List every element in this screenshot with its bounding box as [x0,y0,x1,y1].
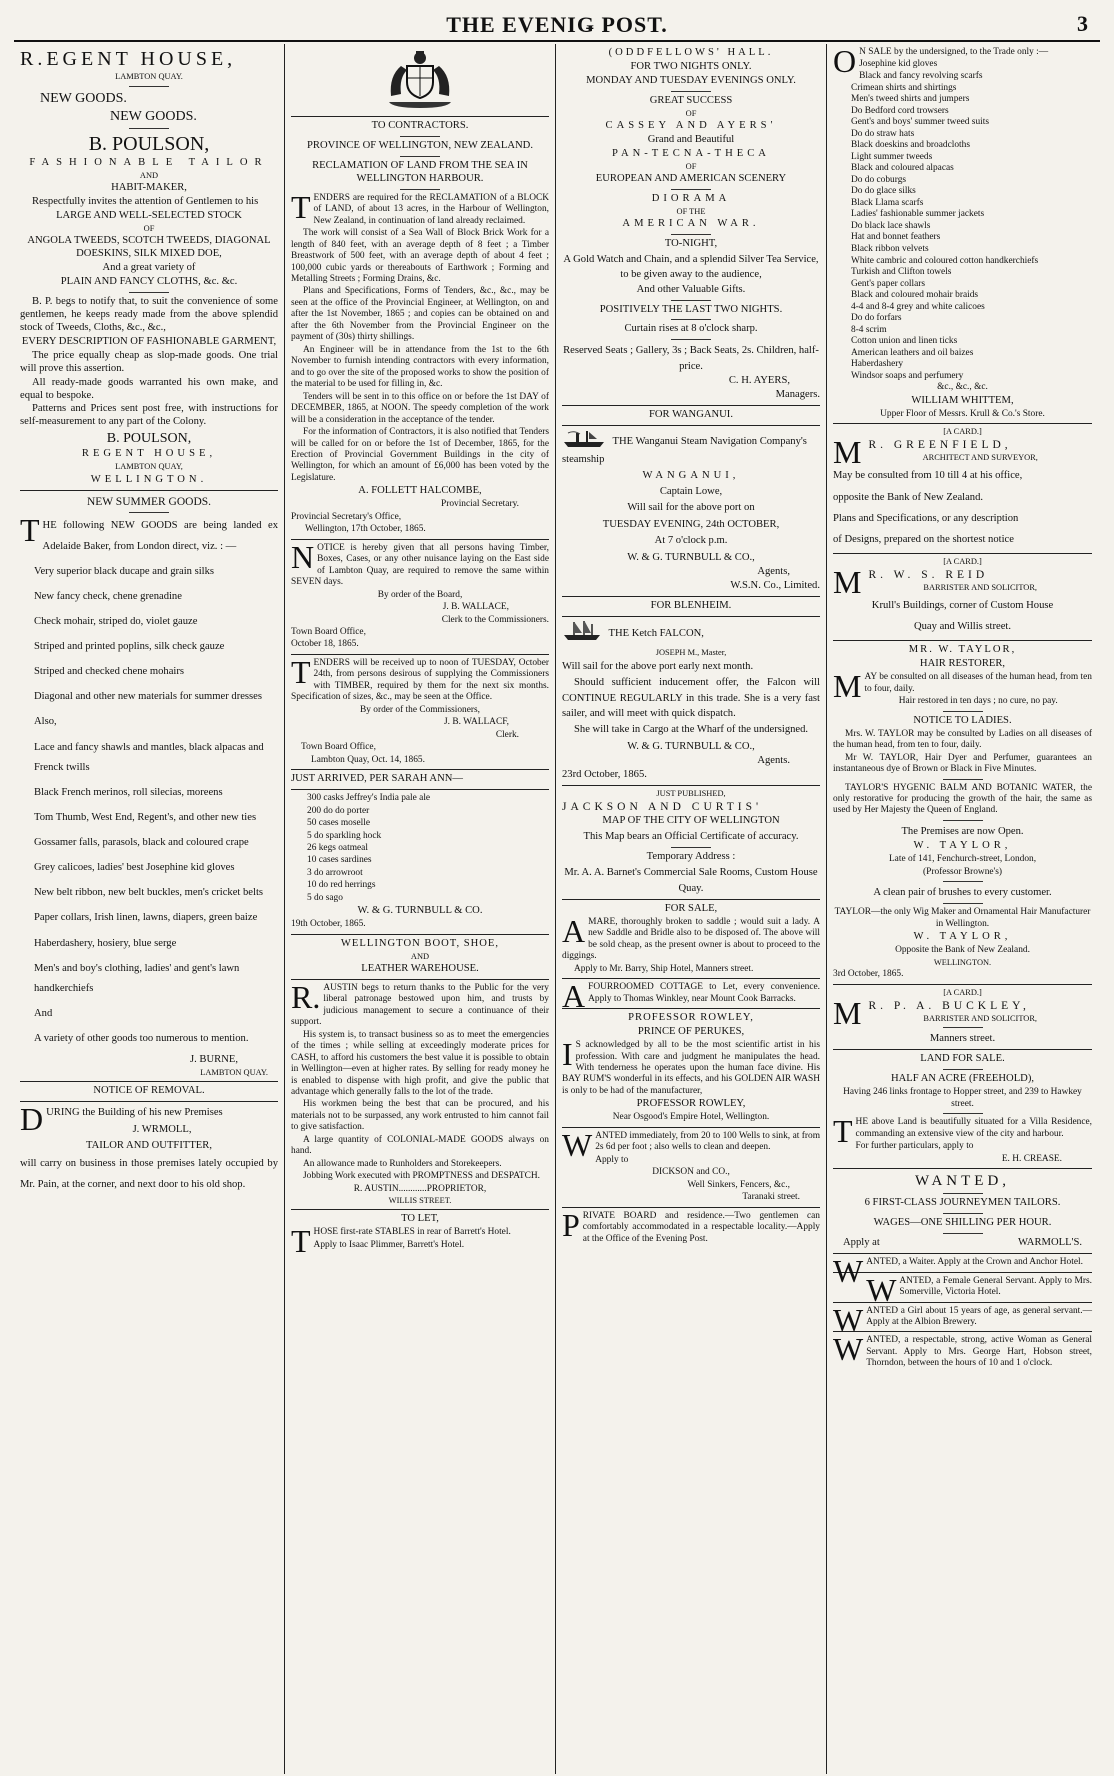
girl-wanted-ad [833,1301,1092,1338]
ad-line: [A CARD.] [943,556,982,566]
ad-line: PAN-TECNA-THECA [612,147,770,159]
ad-text: TAYLOR—the only Wig Maker and Ornamental Hair Manufacturer in Wellington. [834,907,1091,929]
cottage-to-let-ad [562,978,820,1015]
buckley-card [833,988,1092,1047]
ad-line: Taranaki street. [742,1192,800,1203]
ad-title: JACKSON AND CURTIS' [562,801,763,814]
ad-text: R.AUSTIN begs to return thanks to the Public for the very liberal patronage bestowed upon him, and trusts by judicious management to secure a continuance of their support. [291,978,549,1028]
ad-address: LAMBTON QUAY. [200,1068,268,1078]
ad-line: HABIT-MAKER, [111,182,187,194]
ad-line: Agents. [757,754,790,766]
timber-tender-notice [291,653,549,766]
ad-line: FASHIONABLE TAILOR [29,157,269,169]
list-item: Very superior black ducape and grain silks [34,565,215,577]
ad-line: FOR TWO NIGHTS ONLY. [630,60,752,72]
ad-text: of Designs, prepared on the shortest notice [833,533,1014,545]
column-1 [14,44,285,1774]
list-item: Light summer tweeds [851,151,933,162]
list-item: Gent's and boys' summer tweed suits [851,117,989,128]
ad-line: BARRISTER AND SOLICITOR, [923,1013,1038,1023]
ad-line: Agents, [757,565,790,577]
ad-name: W. TAYLOR, [913,840,1012,852]
wells-wanted-ad [562,1126,820,1204]
ad-line: Opposite the Bank of New Zealand. [895,945,1030,956]
list-item: 5 do sparkling hock [307,830,382,841]
ad-line: TO-NIGHT, [664,237,718,249]
column-3 [556,44,827,1774]
ad-text: THE Wanganui Steam Navigation Company's steamship [562,435,807,465]
list-item: Josephine kid gloves [859,59,938,70]
ad-text: This Map bears an Official Certificate of accuracy. [583,830,799,842]
tailors-wanted-ad [833,1172,1092,1250]
ad-line: HALF AN ACRE (FREEHOLD), [890,1073,1035,1085]
ad-text: TENDERS are required for the RECLAMATION of a BLOCK of LAND, of about 13 acres, in the Harbour of Wellington, New Zealand, in continuation of land already reclaimed. [291,188,549,226]
ad-name: B. POULSON, [88,132,210,155]
ad-text: All ready-made goods warranted his own make, and equal to bespoke. [20,376,278,401]
list-item: 10 cases sardines [307,855,372,866]
ad-line: WELLINGTON. [90,473,208,485]
ad-text: WANTED, a Female General Servant. Apply to Mrs. Somerville, Victoria Hotel. [866,1271,1092,1308]
list-item: Gossamer falls, parasols, black and coloured crape [34,837,249,849]
ad-title: TO LET, [401,1213,439,1225]
ad-line: Grand and Beautiful [647,133,735,145]
ad-text: will carry on business in those premises lately occupied by Mr. Pain, at the corner, and next door to his old shop. [20,1158,278,1190]
ad-line: A clean pair of brushes to every customer. [873,887,1052,899]
list-item: 10 do red herrings [307,880,376,891]
ad-line: DIORAMA [651,192,731,204]
ad-text: Mr W. TAYLOR, Hair Dyer and Perfumer, guarantees an instantaneous dye of Brown or Black in Five Minutes. [833,752,1092,775]
ad-text: THOSE first-rate STABLES in rear of Barrett's Hotel. [291,1223,511,1260]
blenheim-ketch-ad [562,600,820,782]
ad-title: (ODDFELLOWS' HALL. [608,47,774,58]
ad-line: CASSEY AND AYERS' [605,119,777,131]
goods-list [20,562,278,1050]
ad-line: OF THE [676,206,706,216]
column-4 [827,44,1098,1774]
list-item: Turkish and Clifton towels [851,267,952,278]
list-item: Men's tweed shirts and jumpers [851,94,970,105]
ad-text: A large quantity of COLONIAL-MADE GOODS always on hand. [291,1134,549,1157]
ad-line: WAGES—ONE SHILLING PER HOUR. [873,1217,1052,1229]
ad-text: THE above Land is beautifully situated for a Villa Residence, commanding an extensive view of the city and harbour. [833,1113,1092,1150]
list-item: Grey calicoes, ladies' best Josephine kid gloves [34,862,235,874]
list-item: Black and coloured alpacas [851,163,954,174]
ad-title: WANTED, [914,1173,1011,1190]
ad-line: Lambton Quay, Oct. 14, 1865. [311,754,425,765]
ad-title: FOR WANGANUI. [649,408,733,420]
regent-house-ad [20,47,278,486]
ad-line: REGENT HOUSE, [81,448,217,460]
ad-line: ANGOLA TWEEDS, SCOTCH TWEEDS, DIAGONAL DOESKINS, SILK MIXED DOE, [27,235,271,260]
list-item: 4-4 and 8-4 grey and white calicoes [851,301,985,312]
ad-line: RECLAMATION OF LAND FROM THE SEA IN WELLINGTON HARBOUR. [312,159,528,184]
ad-text: Hair restored in ten days ; no cure, no pay. [898,696,1058,707]
ad-text: WANTED a Girl about 15 years of age, as general servant.—Apply at the Albion Brewery. [833,1301,1092,1338]
ad-text: For the information of Contractors, it is also notified that Tenders will be called for on or before the 1st of December, 1865, for the Erection of Provincial Government Buildings in the city of Wellington, for which an amount of £6,000 has been voted by the Legislature. [291,427,549,483]
ad-line: [A CARD.] [943,427,982,437]
sailing-ship-icon [562,620,602,647]
list-item: A variety of other goods too numerous to mention. [34,1033,249,1045]
ad-title: LAND FOR SALE. [920,1053,1005,1065]
list-item: Haberdashery [851,359,904,370]
ad-line: Well Sinkers, Fencers, &c., [687,1179,790,1190]
ad-text: A Gold Watch and Chain, and a splendid Silver Tea Service, to be given away to the audience, [563,253,819,281]
masthead [14,6,1100,42]
ad-text: Respectfully invites the attention of Gentlemen to his [32,196,259,208]
ad-text: The work will consist of a Sea Wall of Block Brick Work for a length of 840 feet, with an average depth of 8 feet ; a Timber Breastwork of 500 feet, with an average depth of about 4 feet ; 100,000 cubic yards or thereabouts of Earthwork ; Forming and Metalling Streets ; Forming Drains, &c. [291,228,549,284]
ad-line: ARCHITECT AND SURVEYOR, [922,453,1038,463]
ad-line: 19th October, 1865. [291,919,366,930]
list-item: 8-4 scrim [851,324,887,335]
ad-text: Quay and Willis street. [913,621,1012,633]
ad-text: WANTED immediately, from 20 to 100 Wells to sink, at from 2s 6d per foot ; also wells to clean and deepen. [562,1126,820,1163]
ad-title: R.EGENT HOUSE, [20,48,237,70]
list-item: Diagonal and other new materials for summer dresses [34,691,262,703]
ad-text: AFOURROOMED COTTAGE to Let, every convenience. Apply to Thomas Winkley, near Mount Cook Barracks. [562,978,820,1015]
list-item: 26 kegs oatmeal [307,842,368,853]
arrived-list [291,793,549,904]
taylor-hair-ad [833,644,1092,980]
ad-line: Will sail for the above port early next month. [562,660,754,672]
steamship-icon [562,429,606,454]
summer-goods-ad [20,495,278,1078]
ad-line: By order of the Commissioners, [359,704,481,715]
ad-name: C. H. AYERS, [728,375,790,387]
ad-line: Manners street. [929,1033,996,1045]
ad-name: WARMOLL'S. [1017,1237,1082,1249]
woman-wanted-ad [833,1331,1092,1369]
ad-text: Mr. A. A. Barnet's Commercial Sale Rooms, Custom House Quay. [564,867,818,894]
ad-name: W. & G. TURNBULL & CO., [627,740,755,752]
ad-line: OF [685,161,697,171]
ad-text: ON SALE by the undersigned, to the Trade only :— [833,44,1049,79]
ad-name: W. & G. TURNBULL & CO. [357,905,483,917]
land-for-sale-ad [833,1053,1092,1165]
list-item: Striped and checked chene mohairs [34,666,185,678]
ad-title: LEATHER WAREHOUSE. [361,962,479,974]
ad-text: Should sufficient inducement offer, the Falcon will CONTINUE REGULARLY in this trade. She is a very fast sailer, and will meet with quick dispatch. [562,677,820,719]
ad-text: TENDERS will be received up to noon of TUESDAY, October 24th, from persons desirous of supplying the Commissioners with TIMBER, required by them for the next six months. Specification of sizes, &c., may be seen at the Office. [291,653,549,703]
ad-text: opposite the Bank of New Zealand. [833,491,984,503]
list-item: Black doeskins and broadcloths [851,140,970,151]
boot-warehouse-ad [291,938,549,1207]
list-item: Do do coburgs [851,174,907,185]
ad-line: TUESDAY EVENING, 24th OCTOBER, [602,518,780,530]
ad-line: &c., &c., &c. [937,382,988,393]
list-item: Do black lace shawls [851,220,931,231]
ad-name: W. TAYLOR, [913,931,1012,943]
ad-title: MR. W. S. REID [833,564,989,601]
ad-title: MR. P. A. BUCKLEY, [833,994,1030,1031]
ad-title: NEW SUMMER GOODS. [86,496,212,509]
ad-title: MR. W. TAYLOR, [908,644,1017,656]
ad-address: WILLIS STREET. [388,1196,452,1206]
private-board-ad [562,1206,820,1245]
ad-text: NOTICE is hereby given that all persons having Timber, Boxes, Cases, or any other nuisance laying on the East side of Lambton Quay, are required to remove the same within SEVEN days. [291,538,549,588]
ad-line: Wellington, 17th October, 1865. [305,524,426,535]
ad-title: FOR SALE, [664,902,718,914]
greenfield-card [833,427,1092,550]
ad-text: WANTED, a respectable, strong, active Woman as General Servant. Apply to Mrs. George Hart, Hobson street, Thorndon, between the hours of 10 and 1 o'clock. [833,1331,1092,1369]
ad-line: And other Valuable Gifts. [636,283,746,295]
ad-line: Near Osgood's Empire Hotel, Wellington. [612,1112,770,1123]
ad-name: E. H. CREASE. [1001,1153,1062,1164]
ad-line: For further particulars, apply to [855,1141,974,1152]
ad-line: AMERICAN WAR. [622,218,760,230]
ad-name: PROFESSOR ROWLEY, [636,1098,746,1110]
ad-line: October 18, 1865. [291,639,359,650]
list-item: Black and fancy revolving scarfs [859,71,983,81]
ad-text: The price equally cheap as slop-made goods. One trial will prove this assertion. [20,349,278,374]
ad-line: Town Board Office, [291,627,366,638]
ad-name: WILLIAM WHITTEM, [911,394,1014,406]
list-item: New belt ribbon, new belt buckles, men's cricket belts [34,887,264,899]
column-2 [285,44,556,1774]
ad-text: Mrs. W. TAYLOR may be consulted by Ladies on all diseases of the human head, from ten to four, daily. [833,728,1092,751]
ad-line: 6 FIRST-CLASS JOURNEYMEN TAILORS. [864,1197,1061,1209]
ad-text: WANTED, a Waiter. Apply at the Crown and Anchor Hotel. [833,1253,1083,1290]
list-item: Crimean shirts and shirtings [851,82,957,93]
ad-line: OF [143,224,155,234]
ad-name: J. B. WALLACE, [442,602,509,613]
ad-name: A. FOLLETT HALCOMBE, [358,485,482,497]
list-item: Gent's paper collars [851,278,926,289]
list-item: Black Llama scarfs [851,197,924,208]
ad-line: Upper Floor of Messrs. Krull & Co.'s Store. [880,408,1045,419]
list-item: 5 do sago [307,892,343,903]
list-item: Striped and printed poplins, silk check gauze [34,641,225,653]
ad-line: NEW GOODS. [40,90,127,106]
ad-text: IS acknowledged by all to be the most scientific artist in his profession. With care and judgment he manipulates the head. With tenderness he operates upon the human face divine. His BAY RUM'S wonderful in its effects, and his GOLDEN AIR WASH is only to be had of the manufacturer, [562,1036,820,1096]
list-item: Black ribbon velvets [851,243,929,254]
ad-line: Late of 141, Fenchurch-street, London, [888,854,1037,865]
list-item: 3 do arrowroot [307,867,363,878]
ad-line: WANGANUI, [642,469,740,481]
ad-line: Town Board Office, [301,742,376,753]
ad-line: LARGE AND WELL-SELECTED STOCK [56,210,242,222]
list-item: 300 casks Jeffrey's India pale ale [307,793,431,804]
ad-text: Patterns and Prices sent post free, with instructions for self-measurement to any part of the Colony. [20,403,278,428]
nuisance-notice [291,538,549,651]
ad-text: Having 246 links frontage to Hopper street, and 239 to Hawkey street. [843,1087,1082,1109]
ad-line: JOSEPH M., Master, [655,647,727,657]
to-let-ad [291,1213,549,1260]
newspaper-title: THE EVENIǤ POST. [446,12,668,37]
list-item: Also, [34,716,57,728]
ad-name: J. B. WALLACF, [444,717,509,728]
ad-title: WELLINGTON BOOT, SHOE, [340,937,500,949]
list-item: Do do forfars [851,313,902,324]
ad-text: AMARE, thoroughly broken to saddle ; would suit a lady. A new Saddle and Bridle also to be disposed of. The above will be sold cheap, as the present owner is about to proceed to the diggings. [562,912,820,962]
ad-line: TAILOR AND OUTFITTER, [86,1140,212,1152]
list-item: Do do straw hats [851,128,915,139]
ad-line: Provincial Secretary's Office, [291,511,402,522]
list-item: 50 cases moselle [307,818,371,829]
ad-line: THE Ketch FALCON, [608,627,704,639]
ad-address: LAMBTON QUAY, [115,462,183,472]
royal-coat-of-arms [291,48,549,110]
ad-text: His workmen being the best that can be procured, and his materials not to be surpassed, any work entrusted to him cannot fail to give satisfaction. [291,1099,549,1133]
list-item: 200 do do porter [307,805,370,816]
ad-line: (Professor Browne's) [922,866,1003,877]
ad-line: Managers. [775,389,820,401]
reid-card [833,557,1092,638]
ad-line: OF [685,108,697,118]
ad-line: PROVINCE OF WELLINGTON, NEW ZEALAND. [307,139,533,151]
oddfellows-hall-ad [562,47,820,402]
ad-title: NOTICE OF REMOVAL. [93,1085,205,1097]
ad-line: 3rd October, 1865. [833,969,904,980]
ad-line: AND [410,951,430,961]
ad-title: FOR BLENHEIM. [650,599,732,611]
whittem-sale-ad [833,44,1092,420]
ad-title: JUST ARRIVED, PER SARAH ANN— [291,773,463,785]
ad-text: Reserved Seats ; Gallery, 3s ; Back Seats, 2s. Children, half-price. [563,345,819,372]
list-item: Black and coloured mohair braids [851,290,979,301]
ad-text: TAYLOR'S HYGENIC BALM AND BOTANIC WATER, the only restorative for producing the growth of the hair, the same as used by Her Majesty the Queen of England. [833,782,1092,816]
ad-line: By order of the Board, [377,589,463,600]
ad-line: The Premises are now Open. [901,825,1024,837]
ad-line: Apply to [595,1154,629,1165]
ad-name: R. AUSTIN............PROPRIETOR, [353,1183,487,1194]
ad-line: Curtain rises at 8 o'clock sharp. [624,323,758,335]
ad-text: She will take in Cargo at the Wharf of the undersigned. [574,724,809,736]
list-item: Check mohair, striped do, violet gauze [34,615,198,627]
ad-line: GREAT SUCCESS [649,94,733,106]
ad-text: Plans and Specifications, Forms of Tenders, &c., &c., may be seen at the office of the Provincial Engineer, at Wellington, on and after the 1st November, 1865 ; and copies can be obtained on and after the 6th November from the Provincial Engineer on the payment of (30s) thirty shillings. [291,286,549,343]
ad-text: Tenders will be sent in to this office on or before the 1st DAY of DECEMBER, 1865, at NOON. The speedy completion of the work will be a consideration in the acceptance of the tender. [291,391,549,425]
list-item: Black French merinos, roll silecias, moreens [34,786,223,798]
list-item: Windsor soaps and perfumery [851,370,964,381]
ad-text: An Engineer will be in attendance from the 1st to the 6th November to furnish intending contractors with every information, and to go over the site of the proposed works to show the position of the material to be used for filling in, &c. [291,344,549,390]
ad-text: May be consulted from 10 till 4 at his office, [833,470,1023,482]
ad-address: WELLINGTON. [933,957,992,967]
ad-text: Jobbing Work executed with PROMPTNESS and DESPATCH. [303,1171,541,1182]
list-item: Hat and bonnet feathers [851,232,941,243]
ad-line: 23rd October, 1865. [562,768,647,780]
list-item: Lace and fancy shawls and mantles, black alpacas and Frenck twills [34,741,264,773]
ad-line: PLAIN AND FANCY CLOTHS, &c. &c. [60,276,238,288]
ad-line: Clerk to the Commissioners. [441,614,549,625]
list-item: White cambric and coloured cotton handkerchiefs [851,255,1039,266]
ad-line: At 7 o'clock p.m. [654,535,728,547]
contractors-ad [291,120,549,536]
sale-list [833,59,1092,381]
ad-text: MAY be consulted on all diseases of the human head, from ten to four, daily. [833,668,1092,705]
ad-line: HAIR RESTORER, [919,658,1006,670]
ad-text: Plans and Specifications, or any description [833,512,1019,524]
ad-name: DICKSON and CO., [652,1167,730,1178]
ad-line: NEW GOODS. [110,108,197,124]
ad-line: MAP OF THE CITY OF WELLINGTON [602,815,780,827]
ad-name: B. POULSON, [106,431,192,447]
mare-for-sale-ad [562,903,820,975]
list-item: Tom Thumb, West End, Regent's, and other new ties [34,811,257,823]
list-item: American leathers and oil baizes [851,347,974,358]
ad-text: His system is, to transact business so as to meet the emergencies of the times ; while selling at exceedingly moderate prices for CASH, to afford his customers the best value it is possible to obtain in Wellington—even at higher rates. By selling for ready money he is enabled to dispense with high profit, and give the public that advantage which generally falls to the lot of the trade. [291,1029,549,1098]
ad-text: Krull's Buildings, corner of Custom House [871,600,1054,612]
ad-name: J. BURNE, [190,1054,238,1066]
apply-line [833,1237,1092,1250]
ad-line: Provincial Secretary. [440,499,519,510]
ad-line: And a great variety of [102,262,196,274]
ad-text [562,429,820,467]
ad-line: W.S.N. Co., Limited. [730,579,820,591]
ad-line: POSITIVELY THE LAST TWO NIGHTS. [599,303,783,315]
ad-line: MONDAY AND TUESDAY EVENINGS ONLY. [586,74,796,86]
wanganui-ship-ad [562,409,820,593]
list-item: Men's and boy's clothing, ladies' and gent's lawn handkerchiefs [34,962,240,994]
ad-line: PRINCE OF PERUKES, [637,1026,745,1038]
list-item: Haberdashery, hosiery, blue serge [34,937,177,949]
map-publication-ad [562,789,820,896]
ad-address: LAMBTON QUAY. [115,72,183,82]
list-item: Ladies' fashionable summer jackets [851,209,985,220]
page-number: 3 [1077,11,1088,36]
list-item: Paper collars, Irish linen, lawns, diapers, green baize [34,912,258,924]
ad-text [562,620,820,647]
ad-line: Captain Lowe, [659,486,723,498]
ad-line: Clerk. [495,729,519,740]
ad-line: EVERY DESCRIPTION OF FASHIONABLE GARMENT, [21,335,277,347]
just-arrived-ad [291,773,549,931]
list-item: Do Bedford cord trowsers [851,105,949,116]
ad-line: Temporary Address : [646,851,736,863]
ad-name: J. WRMOLL, [132,1123,192,1135]
ad-text: B. P. begs to notify that, to suit the convenience of some gentlemen, he keeps ready made from the above splendid stock of Tweeds, Cloths, &c., &c., [20,296,278,333]
ad-line: EUROPEAN AND AMERICAN SCENERY [595,172,787,184]
ad-text: PRIVATE BOARD and residence.—Two gentlemen can comfortably accommodated in a respectable locality.—Apply at the Office of the Evening Post. [562,1206,820,1244]
ad-title: NOTICE TO LADIES. [913,714,1012,726]
ad-text: DURING the Building of his new Premises [20,1101,223,1138]
list-item: Do do glace silks [851,186,916,197]
ad-line: [A CARD.] [943,987,982,997]
professor-rowley-ad [562,1012,820,1124]
list-item: And [34,1007,53,1019]
list-item: New fancy check, chene grenadine [34,590,182,602]
ad-title: TO CONTRACTORS. [371,120,469,131]
list-item: Cotton union and linen ticks [851,336,958,347]
ad-text: Apply to Mr. Barry, Ship Hotel, Manners street. [574,963,754,974]
ad-line: JUST PUBLISHED, [656,788,726,798]
ad-name: W. & G. TURNBULL & CO., [627,551,755,563]
ad-line: AND [139,171,159,181]
removal-ad [20,1085,278,1194]
ad-line: Apply at [843,1237,880,1249]
ad-line: BARRISTER AND SOLICITOR, [923,583,1038,593]
ad-title: MR. GREENFIELD, [833,434,1012,471]
ad-text: Apply to Isaac Plimmer, Barrett's Hotel. [313,1239,465,1250]
ad-line: Will sail for the above port on [627,502,755,514]
ad-text: THE following NEW GOODS are being landed ex Adelaide Baker, from London direct, viz. : — [20,512,278,552]
ad-text: An allowance made to Runholders and Storekeepers. [303,1158,502,1169]
ad-title: PROFESSOR ROWLEY, [628,1012,754,1024]
